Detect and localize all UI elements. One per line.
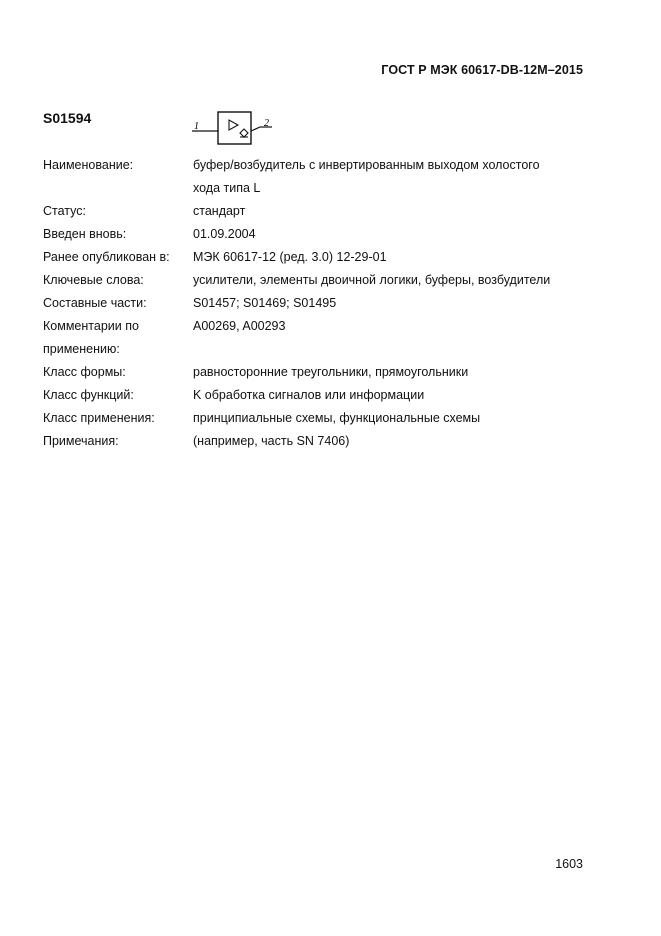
field-label: Введен вновь: xyxy=(43,227,127,241)
field-label: Класс применения: xyxy=(43,411,155,425)
field-row-status xyxy=(43,200,603,223)
field-value-line: буфер/возбудитель с инвертированным выходом холостого xyxy=(193,158,540,172)
field-row-introduced xyxy=(43,223,603,246)
field-value: усилители, элементы двоичной логики, буферы, возбудители xyxy=(193,273,551,287)
field-label xyxy=(43,315,193,361)
document-header: ГОСТ Р МЭК 60617-DB-12M–2015 xyxy=(381,63,583,77)
page-number: 1603 xyxy=(555,857,583,871)
element-box xyxy=(218,112,251,144)
field-label: Класс функций: xyxy=(43,388,134,402)
field-value: 01.09.2004 xyxy=(193,227,256,241)
field-label: Статус: xyxy=(43,204,86,218)
field-value-line: хода типа L xyxy=(193,181,261,195)
field-row-application-notes xyxy=(43,315,603,361)
field-value: A00269, A00293 xyxy=(193,319,286,333)
field-label: Примечания: xyxy=(43,434,119,448)
field-value xyxy=(193,154,593,200)
field-value: K обработка сигналов или информации xyxy=(193,388,425,402)
field-row-shape-class xyxy=(43,361,603,384)
field-value: равносторонние треугольники, прямоугольники xyxy=(193,365,469,379)
pin-in-label: 1 xyxy=(194,121,199,132)
field-label: Ранее опубликован в: xyxy=(43,250,170,264)
field-label: Класс формы: xyxy=(43,365,126,379)
inverted-output-line xyxy=(251,127,260,131)
inverting-open-circuit-buffer-symbol-icon xyxy=(192,110,272,146)
field-row-function-class xyxy=(43,384,603,407)
field-value: принципиальные схемы, функциональные схемы xyxy=(193,411,481,425)
pin-out-label: 2 xyxy=(264,118,269,129)
field-row-keywords xyxy=(43,269,603,292)
field-row-notes xyxy=(43,430,603,453)
field-label: Наименование: xyxy=(43,158,134,172)
field-row-name xyxy=(43,154,603,200)
field-row-components xyxy=(43,292,603,315)
field-value: стандарт xyxy=(193,204,246,218)
field-label-line: применению: xyxy=(43,342,120,356)
attribute-table xyxy=(43,154,603,453)
field-value: МЭК 60617-12 (ред. 3.0) 12-29-01 xyxy=(193,250,387,264)
field-label: Составные части: xyxy=(43,296,147,310)
open-circuit-diamond xyxy=(240,129,248,137)
field-value: (например, часть SN 7406) xyxy=(193,434,350,448)
field-row-application-class xyxy=(43,407,603,430)
symbol-code: S01594 xyxy=(43,110,92,126)
field-row-published xyxy=(43,246,603,269)
field-value: S01457; S01469; S01495 xyxy=(193,296,337,310)
buffer-triangle xyxy=(229,120,238,130)
field-label-line: Комментарии по xyxy=(43,319,139,333)
field-label: Ключевые слова: xyxy=(43,273,144,287)
